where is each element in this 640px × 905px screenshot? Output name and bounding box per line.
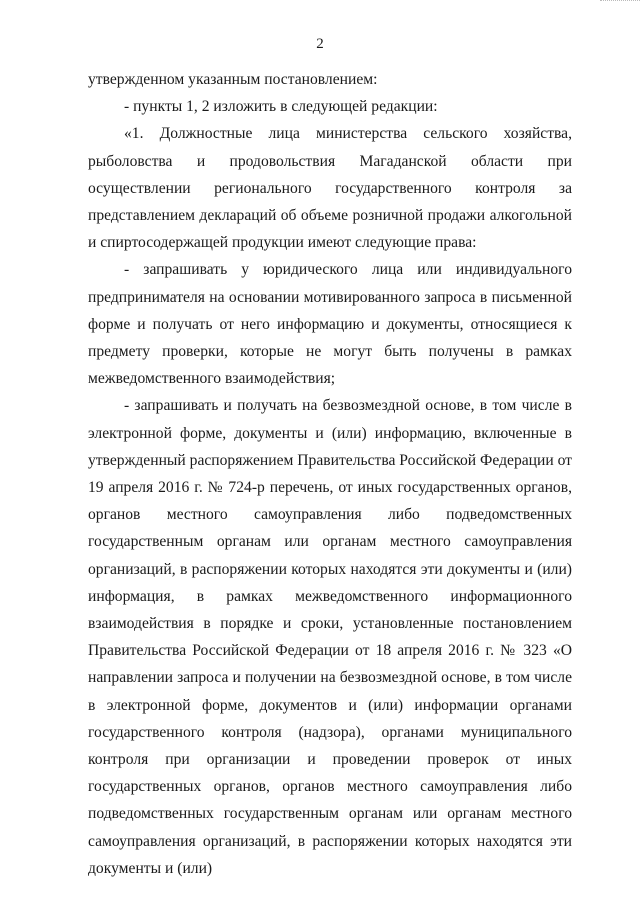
paragraph-right-free-request: - запрашивать и получать на безвозмездной основе, в том числе в электронной форме, документы и (или) информацию, включенные в утвержденный распоряжением Правительства Российской Федерации от 19 апреля 2016 г. № 724-р перечень, от иных государственных органов, органов местного самоуправления либо подведомственных государственным органам или органам местного самоуправления организаций, в распоряжении которых находятся эти документы и (или) информация, в рамках межведомственного информационного взаимодействия в порядке и сроки, установленные постановлением Правительства Российской Федерации от 18 апреля 2016 г. № 323 «О направлении запроса и получении на безвозмездной основе, в том числе в электронной форме, документов и (или) информации органами государственного контроля (надзора), органами муниципального контроля при организации и проведении проверок от иных государственных органов, органов местного самоуправления либо подведомственных государственным органам или органам местного самоуправления организаций, в распоряжении которых находятся эти документы и (или)	[88, 397, 572, 877]
scan-edge-mark	[600, 0, 640, 4]
page-number: 2	[316, 36, 324, 52]
paragraph-right-request: - запрашивать у юридического лица или индивидуального предпринимателя на основании мотивированного запроса в письменной форме и получать от него информацию и документы, относящиеся к предмету проверки, которые не могут быть получены в рамках межведомственного взаимодействия;	[88, 261, 572, 388]
document-body	[88, 66, 572, 882]
paragraph-continuation: утвержденном указанным постановлением:	[88, 71, 378, 88]
paragraph-clause-1: «1. Должностные лица министерства сельского хозяйства, рыболовства и продовольствия Магаданской области при осуществлении регионального государственного контроля за представлением деклараций об объеме розничной продажи алкогольной и спиртосодержащей продукции имеют следующие права:	[88, 125, 572, 252]
paragraph-amendment-intro: - пункты 1, 2 изложить в следующей редакции:	[124, 98, 438, 116]
